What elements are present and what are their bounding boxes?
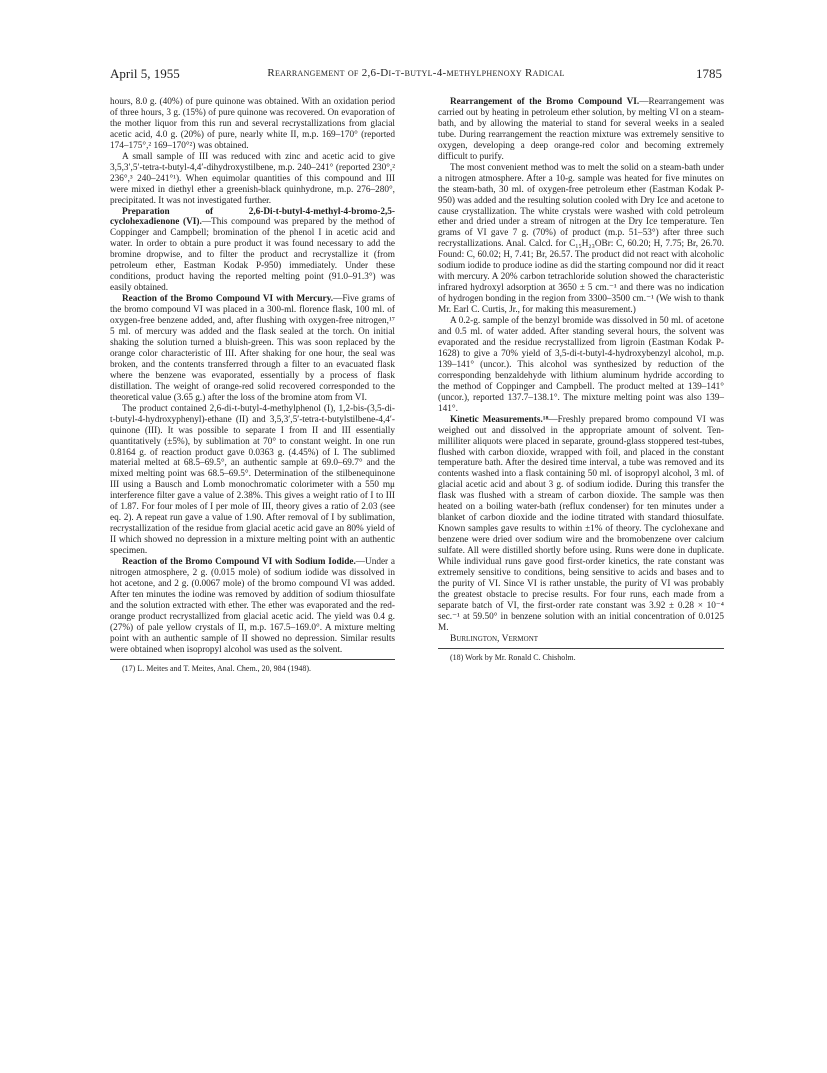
- section-heading: Reaction of the Bromo Compound VI with Sodium Iodide.: [122, 557, 356, 568]
- paragraph: [438, 97, 724, 163]
- paragraph: hours, 8.0 g. (40%) of pure quinone was obtained. With an oxidation period of three hours, 3 g. (15%) of pure quinone was recovered. On evaporation of the mother liquor from this run and several recrystallizations from glacial acetic acid, 4.0 g. (20%) of pure, nearly white II, m.p. 169–170° (reported 174–175°,² 169–170°²) was obtained.: [110, 97, 395, 151]
- paragraph: A 0.2-g. sample of the benzyl bromide was dissolved in 50 ml. of acetone and 0.5 ml. of water added. After standing several hours, the solvent was evaporated and the residue recrystallized from ligroin (Eastman Kodak P-1628) to give a 70% yield of 3,5-di-t-butyl-4-hydroxybenzyl alcohol, m.p. 139–141° (uncor.). This alcohol was synthesized by reduction of the corresponding benzaldehyde with lithium aluminum hydride according to the method of Coppinger and Campbell. The product melted at 139–141° (uncor.), reported 137.7–138.1°. The mixture melting point was also 139–141°.: [438, 316, 724, 414]
- paragraph: The most convenient method was to melt the solid on a steam-bath under a nitrogen atmosphere. After a 10-g. sample was heated for five minutes on the steam-bath, 30 ml. of oxygen-free petroleum ether (Eastman Kodak P-950) was added and the resulting solution cooled with Dry Ice and acetone to cause crystallization. The white crystals were washed with cold petroleum ether and dried under a stream of nitrogen at the Dry Ice temperature. Ten grams of VI gave 7 g. (70%) of product (m.p. 51–53°) after three such recrystallizations. Anal. Calcd. for C₁₅H₂₃OBr: C, 60.20; H, 7.75; Br, 26.70. Found: C, 60.02; H, 7.41; Br, 26.57. The product did not react with alcoholic sodium iodide to produce iodine as did the starting compound nor did it react with mercury. A 20% carbon tetrachloride solution showed the characteristic infrared hydroxyl adsorption at 3650 ± 5 cm.⁻¹ and there was no indication of hydrogen bonding in the region from 3300–3500 cm.⁻¹ (We wish to thank Mr. Earl C. Curtis, Jr., for making this measurement.): [438, 162, 724, 316]
- section-heading: Reaction of the Bromo Compound VI with Mercury.: [122, 294, 334, 305]
- paragraph-body: —Under a nitrogen atmosphere, 2 g. (0.015 mole) of sodium iodide was dissolved in hot acetone, and 2 g. (0.0067 mole) of the bromo compound VI was added. After ten minutes the iodine was removed by addition of sodium thiosulfate and the solution extracted with ether. The ether was evaporated and the red-orange product recrystallized from glacial acetic acid. The yield was 0.4 g. (27%) of pale yellow crystals of II, m.p. 167.5–169.0°. A mixture melting point with an authentic sample of II showed no depression. Similar results were obtained when isopropyl alcohol was used as the solvent.: [110, 557, 395, 655]
- section-heading: Kinetic Measurements.¹⁸: [450, 414, 549, 425]
- page-number: 1785: [696, 66, 722, 81]
- paragraph: [110, 557, 395, 656]
- paragraph-body: —Five grams of the bromo compound VI was placed in a 300-ml. florence flask, 100 ml. of oxygen-free benzene added, and, after flushing with oxygen-free nitrogen,¹⁷ 5 ml. of mercury was added and the flask sealed at the torch. On initial shaking the solution turned a bluish-green. This was soon replaced by the orange color characteristic of III. After shaking for one hour, the seal was broken, and the contents transferred through a filter to an evacuated flask where the benzene was evaporated, essentially by a process of flask distillation. The weight of orange-red solid recovered corresponded to the theoretical value (3.65 g.) after the loss of the bromine atom from VI.: [110, 294, 395, 403]
- paragraph-body: —Freshly prepared bromo compound VI was weighed out and dissolved in the appropriate amount of solvent. Ten-milliliter aliquots were placed in separate, ground-glass stoppered test-tubes, flushed with carbon dioxide, wrapped with foil, and placed in the constant temperature bath. After the desired time interval, a tube was removed and its contents washed into a flask containing 50 ml. of isopropyl alcohol, 3 ml. of glacial acetic acid and about 3 g. of sodium iodide. During this transfer the flask was flushed with a stream of carbon dioxide. The sample was then heated on a boiling water-bath (reflux condenser) for ten minutes under a blanket of carbon dioxide and the iodine titrated with standard thiosulfate. Known samples gave results to within ±1% of theory. The cyclohexane and benzene were dried over sodium wire and the bromobenzene over calcium sulfate. All were distilled shortly before using. Runs were done in duplicate. While individual runs gave good first-order kinetics, the rate constant was extremely sensitive to conditions, being sensitive to acids and bases and to the purity of VI. Since VI is rather unstable, the purity of VI was probably the greatest obstacle to precise results. For four runs, each made from a separate batch of VI, the first-order rate constant was 3.92 ± 0.28 × 10⁻⁴ sec.⁻¹ at 59.50° in benzene solution with an initial concentration of 0.0125 M.: [438, 414, 724, 633]
- paragraph: A small sample of III was reduced with zinc and acetic acid to give 3,5,3′,5′-tetra-t-butyl-4,4′-dihydroxystilbene, m.p. 240–241° (reported 230°,² 236°,³ 240–241°¹). When equimolar quantities of this compound and III were mixed in diethyl ether a greenish-black quinhydrone, m.p. 276–280°, precipitated. It was not investigated further.: [110, 151, 395, 206]
- section-heading: Preparation of 2,6-Di-t-butyl-4-methyl-4-bromo-2,5-cyclohexadienone (VI).: [110, 206, 395, 228]
- section-heading: Rearrangement of the Bromo Compound VI.: [450, 97, 640, 107]
- paragraph: [438, 415, 724, 634]
- issue-date: April 5, 1955: [110, 66, 180, 81]
- paragraph-body: —Rearrangement was carried out by heating in petroleum ether solution, by melting VI on a steam-bath, and by allowing the material to stand for several weeks in a sealed tube. During rearrangement the reaction mixture was extremely sensitive to oxygen, developing a deep orange-red color and becoming extremely difficult to purify.: [438, 97, 724, 162]
- running-head: [110, 66, 722, 84]
- paragraph: The product contained 2,6-di-t-butyl-4-methylphenol (I), 1,2-bis-(3,5-di-t-butyl-4-hydroxyphenyl)-ethane (II) and 3,5,3′,5′-tetra-t-butylstilbene-4,4′-quinone (III). It was possible to separate I from II and III essentially quantitatively (±5%), by sublimation at 70° to constant weight. In one run 0.8164 g. of reaction product gave 0.0363 g. (4.45%) of I. The sublimed material melted at 68.5–69.5°, an authentic sample at 69.0–69.7° and the mixed melting point was 68.5–69.5°. Determination of the stilbenequinone III using a Bausch and Lomb monochromatic colorimeter with a 550 mμ interference filter gave a value of 2.38%. This gives a weight ratio of I to III of 1.87. For four moles of I per mole of III, theory gives a ratio of 2.03 (see eq. 2). A repeat run gave a value of 1.90. After removal of I by sublimation, recrystallization of the residue from glacial acetic acid gave an 80% yield of II which showed no depression in a mixture melting point with an authentic specimen.: [110, 403, 395, 557]
- paragraph-body: —This compound was prepared by the method of Coppinger and Campbell; bromination of the phenol I in acetic acid and water. In order to obtain a pure product it was found necessary to add the bromine dropwise, and to filter the product and recrystallize it (from petroleum ether, Eastman Kodak P-950) immediately. Under these conditions, product having the reported melting point (91.0–91.3°) was easily obtained.: [110, 217, 395, 294]
- left-column: [110, 97, 395, 674]
- footnote: (18) Work by Mr. Ronald C. Chisholm.: [450, 652, 576, 662]
- article-title: Rearrangement of 2,6-Di-t-butyl-4-methylphenoxy Radical: [267, 67, 565, 79]
- footnote-rule: [110, 659, 395, 660]
- footnote: (17) L. Meites and T. Meites, Anal. Chem., 20, 984 (1948).: [122, 663, 312, 673]
- affiliation: Burlington, Vermont: [450, 633, 539, 644]
- right-column: [438, 97, 724, 663]
- paragraph: [110, 207, 395, 295]
- paragraph: [110, 294, 395, 404]
- footnote-rule: [438, 648, 724, 649]
